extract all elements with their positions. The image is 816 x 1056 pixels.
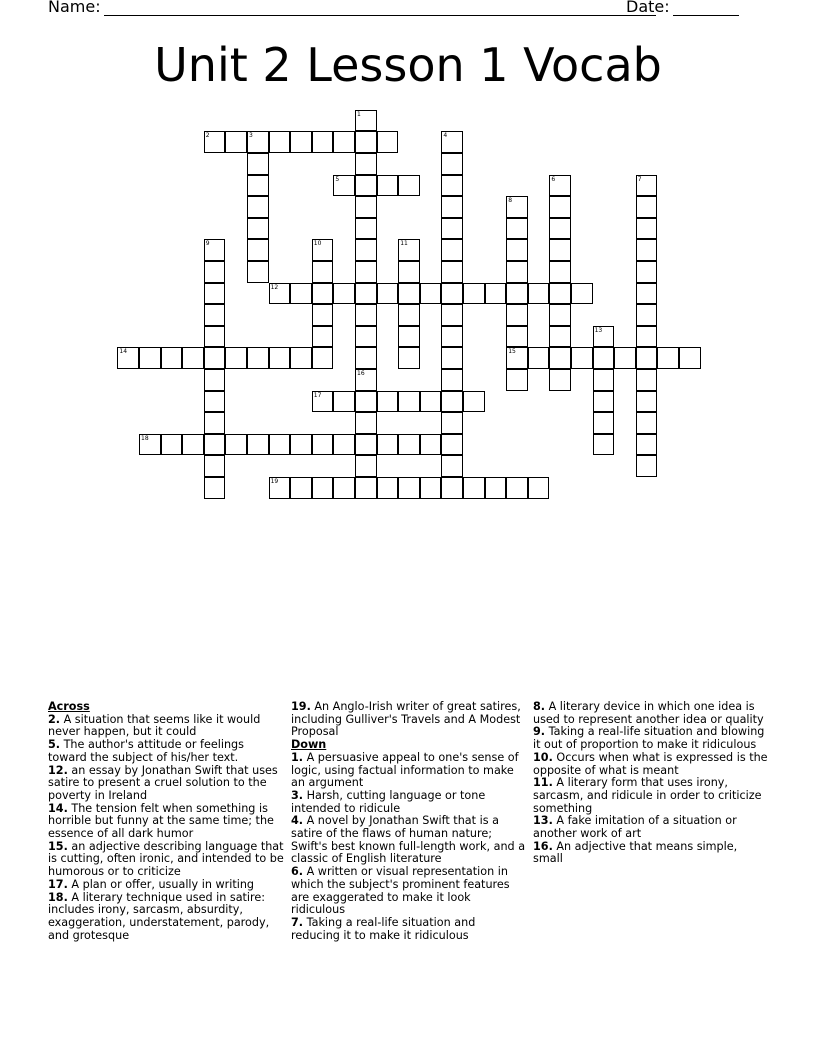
grid-cell[interactable] — [549, 196, 571, 218]
clue-number: 18 — [141, 434, 149, 442]
grid-cell[interactable] — [333, 175, 355, 197]
grid-cell[interactable] — [636, 434, 658, 456]
clue-item-text: Occurs when what is expressed is the opposite of what is meant — [533, 750, 768, 777]
grid-cell[interactable] — [441, 347, 463, 369]
clue-item-number: 14. — [48, 801, 68, 815]
clue-item — [533, 752, 769, 777]
grid-cell[interactable] — [506, 196, 528, 218]
grid-cell[interactable] — [377, 131, 399, 153]
grid-cell[interactable] — [204, 369, 226, 391]
clue-number: 5 — [335, 175, 340, 183]
grid-cell[interactable] — [549, 239, 571, 261]
grid-cell[interactable] — [290, 283, 312, 305]
grid-cell[interactable] — [614, 347, 636, 369]
grid-cell[interactable] — [333, 477, 355, 499]
grid-cell[interactable] — [355, 304, 377, 326]
grid-cell[interactable] — [377, 283, 399, 305]
grid-cell[interactable] — [269, 283, 291, 305]
clue-number: 11 — [400, 240, 408, 248]
grid-cell[interactable] — [269, 347, 291, 369]
grid-cell[interactable] — [420, 283, 442, 305]
clue-item-number: 17. — [48, 877, 68, 891]
clue-item-number: 18. — [48, 890, 68, 904]
grid-cell[interactable] — [247, 196, 269, 218]
grid-cell[interactable] — [420, 391, 442, 413]
across-clue-list-cont — [291, 701, 527, 739]
grid-cell[interactable] — [312, 261, 334, 283]
grid-cell[interactable] — [398, 326, 420, 348]
grid-cell[interactable] — [549, 326, 571, 348]
grid-cell[interactable] — [225, 131, 247, 153]
clue-item-text: A literary technique used in satire: includes irony, sarcasm, absurdity, exaggeration, understatement, parody, and grotesque — [48, 890, 270, 942]
clue-item-number: 16. — [533, 839, 553, 853]
grid-cell[interactable] — [247, 239, 269, 261]
clue-item-number: 15. — [48, 839, 68, 853]
clue-item — [291, 866, 527, 917]
grid-cell[interactable] — [312, 391, 334, 413]
grid-cell[interactable] — [312, 131, 334, 153]
down-clue-list — [291, 752, 527, 943]
grid-cell[interactable] — [636, 283, 658, 305]
grid-cell[interactable] — [441, 196, 463, 218]
clue-item-text: A written or visual representation in which the subject's prominent features are exaggerated to make it look ridiculous — [291, 865, 510, 917]
grid-cell[interactable] — [441, 369, 463, 391]
clue-item-number: 19. — [291, 700, 311, 713]
grid-cell[interactable] — [506, 261, 528, 283]
grid-cell[interactable] — [549, 261, 571, 283]
grid-cell[interactable] — [506, 369, 528, 391]
name-label: Name: — [48, 0, 101, 16]
grid-cell[interactable] — [312, 434, 334, 456]
grid-cell[interactable] — [571, 347, 593, 369]
grid-cell[interactable] — [377, 391, 399, 413]
grid-cell[interactable] — [441, 455, 463, 477]
grid-cell[interactable] — [549, 218, 571, 240]
grid-cell[interactable] — [355, 110, 377, 132]
clue-item-text: An Anglo-Irish writer of great satires, including Gulliver's Travels and A Modest Proposal — [291, 700, 521, 739]
grid-cell[interactable] — [636, 304, 658, 326]
grid-cell[interactable] — [312, 239, 334, 261]
grid-cell[interactable] — [204, 326, 226, 348]
grid-cell[interactable] — [593, 434, 615, 456]
clue-number: 14 — [119, 348, 128, 356]
clue-item — [291, 701, 527, 739]
grid-cell[interactable] — [549, 304, 571, 326]
grid-cell[interactable] — [398, 261, 420, 283]
clue-item-number: 10. — [533, 750, 553, 764]
grid-cell[interactable] — [139, 434, 161, 456]
grid-cell[interactable] — [506, 304, 528, 326]
grid-cell[interactable] — [355, 369, 377, 391]
grid-cell[interactable] — [463, 477, 485, 499]
grid-cell[interactable] — [312, 326, 334, 348]
grid-cell[interactable] — [247, 153, 269, 175]
clue-item — [533, 841, 769, 866]
clue-number: 3 — [249, 132, 253, 140]
clue-item-text: A situation that seems like it would never happen, but it could — [48, 712, 261, 739]
clue-item — [533, 701, 769, 726]
grid-cell[interactable] — [355, 326, 377, 348]
grid-cell[interactable] — [139, 347, 161, 369]
grid-cell[interactable] — [377, 175, 399, 197]
across-clue-list — [48, 714, 284, 943]
grid-cell[interactable] — [398, 175, 420, 197]
grid-cell[interactable] — [636, 391, 658, 413]
grid-cell[interactable] — [355, 412, 377, 434]
clue-column-2 — [291, 701, 527, 942]
grid-cell[interactable] — [485, 283, 507, 305]
clue-item-number: 5. — [48, 738, 61, 752]
clue-number: 19 — [270, 478, 279, 485]
clue-item-text: The tension felt when something is horrible but funny at the same time; the essence of all dark humor — [48, 801, 274, 841]
grid-cell[interactable] — [355, 196, 377, 218]
clue-item-text: Taking a real-life situation and reducing it to make it ridiculous — [291, 915, 476, 942]
grid-cell[interactable] — [117, 347, 139, 369]
grid-cell[interactable] — [333, 131, 355, 153]
grid-cell[interactable] — [225, 434, 247, 456]
grid-cell[interactable] — [290, 434, 312, 456]
grid-cell[interactable] — [420, 477, 442, 499]
grid-cell[interactable] — [441, 175, 463, 197]
clue-item-number: 9. — [533, 725, 546, 739]
clue-column-1 — [48, 701, 284, 942]
grid-cell[interactable] — [593, 412, 615, 434]
clue-number: 6 — [551, 175, 556, 183]
grid-cell[interactable] — [247, 218, 269, 240]
clue-number: 7 — [637, 175, 642, 183]
grid-cell[interactable] — [312, 283, 334, 305]
grid-cell[interactable] — [679, 347, 701, 369]
clue-item — [48, 803, 284, 841]
across-heading: Across — [48, 700, 90, 713]
grid-cell[interactable] — [333, 283, 355, 305]
grid-cell[interactable] — [355, 283, 377, 305]
clue-item — [48, 841, 284, 879]
clue-number: 12 — [270, 283, 279, 291]
clue-item — [291, 752, 527, 790]
grid-cell[interactable] — [312, 347, 334, 369]
clue-item-text: A literary form that uses irony, sarcasm, and ridicule in order to criticize something — [533, 776, 762, 815]
clue-item-text: A literary device in which one idea is used to represent another idea or quality — [533, 700, 764, 726]
grid-cell[interactable] — [355, 434, 377, 456]
clue-number: 10 — [313, 240, 322, 248]
clue-number: 17 — [313, 391, 322, 399]
grid-cell[interactable] — [247, 261, 269, 283]
grid-cell[interactable] — [377, 477, 399, 499]
clue-item-number: 13. — [533, 814, 553, 828]
grid-cell[interactable] — [225, 347, 247, 369]
grid-cell[interactable] — [204, 412, 226, 434]
grid-cell[interactable] — [398, 304, 420, 326]
grid-cell[interactable] — [549, 175, 571, 197]
grid-cell[interactable] — [593, 326, 615, 348]
grid-cell[interactable] — [441, 477, 463, 499]
clue-item-text: A persuasive appeal to one's sense of logic, using factual information to make an argument — [291, 750, 519, 790]
grid-cell[interactable] — [355, 261, 377, 283]
grid-cell[interactable] — [355, 239, 377, 261]
grid-cell[interactable] — [312, 304, 334, 326]
clue-item-number: 1. — [291, 750, 304, 764]
grid-cell[interactable] — [204, 347, 226, 369]
grid-cell[interactable] — [398, 434, 420, 456]
clue-item-text: Taking a real-life situation and blowing it out of proportion to make it ridiculous — [533, 725, 765, 752]
clue-item-number: 11. — [533, 776, 553, 790]
grid-cell[interactable] — [420, 434, 442, 456]
grid-cell[interactable] — [355, 391, 377, 413]
grid-cell[interactable] — [506, 477, 528, 499]
grid-cell[interactable] — [161, 347, 183, 369]
grid-cell[interactable] — [636, 369, 658, 391]
grid-cell[interactable] — [485, 477, 507, 499]
grid-cell[interactable] — [549, 347, 571, 369]
grid-cell[interactable] — [657, 347, 679, 369]
grid-cell[interactable] — [441, 239, 463, 261]
clue-item — [48, 714, 284, 739]
clue-number: 2 — [205, 132, 210, 140]
crossword-grid — [0, 0, 816, 520]
grid-cell[interactable] — [333, 391, 355, 413]
grid-cell[interactable] — [636, 347, 658, 369]
clue-item — [48, 739, 284, 764]
grid-cell[interactable] — [636, 326, 658, 348]
grid-cell[interactable] — [441, 131, 463, 153]
grid-cell[interactable] — [528, 347, 550, 369]
grid-cell[interactable] — [636, 218, 658, 240]
down-clue-list-cont — [533, 701, 769, 866]
grid-cell[interactable] — [441, 434, 463, 456]
grid-cell[interactable] — [463, 391, 485, 413]
clue-number: 8 — [508, 197, 513, 205]
grid-cell[interactable] — [441, 412, 463, 434]
grid-cell[interactable] — [636, 239, 658, 261]
grid-cell[interactable] — [355, 153, 377, 175]
down-heading: Down — [291, 738, 327, 752]
grid-cell[interactable] — [636, 455, 658, 477]
clue-item — [533, 777, 769, 815]
grid-cell[interactable] — [290, 131, 312, 153]
grid-cell[interactable] — [398, 477, 420, 499]
grid-cell[interactable] — [441, 283, 463, 305]
grid-cell[interactable] — [269, 131, 291, 153]
grid-cell[interactable] — [549, 369, 571, 391]
grid-cell[interactable] — [636, 196, 658, 218]
grid-cell[interactable] — [528, 477, 550, 499]
grid-cell[interactable] — [247, 131, 269, 153]
clue-item-text: A plan or offer, usually in writing — [67, 877, 255, 891]
grid-cell[interactable] — [593, 391, 615, 413]
grid-cell[interactable] — [506, 239, 528, 261]
clue-item-text: A fake imitation of a situation or another work of art — [533, 814, 737, 841]
grid-cell[interactable] — [506, 347, 528, 369]
grid-cell[interactable] — [204, 455, 226, 477]
clue-item-number: 6. — [291, 865, 304, 879]
grid-cell[interactable] — [441, 391, 463, 413]
grid-cell[interactable] — [593, 369, 615, 391]
grid-cell[interactable] — [398, 391, 420, 413]
clue-item — [48, 765, 284, 803]
clue-item — [533, 815, 769, 840]
clue-item-text: The author's attitude or feelings toward the subject of his/her text. — [48, 738, 244, 764]
clue-number: 9 — [205, 240, 210, 248]
clue-item — [291, 815, 527, 866]
clue-item-number: 7. — [291, 915, 304, 929]
grid-cell[interactable] — [506, 283, 528, 305]
date-label: Date: — [626, 0, 670, 16]
clue-number: 16 — [357, 370, 365, 377]
grid-cell[interactable] — [290, 347, 312, 369]
grid-cell[interactable] — [247, 347, 269, 369]
grid-cell[interactable] — [269, 477, 291, 499]
grid-cell[interactable] — [204, 391, 226, 413]
clue-number: 13 — [594, 326, 603, 334]
clue-item-number: 4. — [291, 814, 304, 828]
grid-cell[interactable] — [182, 347, 204, 369]
grid-cell[interactable] — [204, 434, 226, 456]
grid-cell[interactable] — [571, 283, 593, 305]
grid-cell[interactable] — [355, 347, 377, 369]
grid-cell[interactable] — [506, 218, 528, 240]
clue-item-number: 12. — [48, 763, 68, 777]
grid-cell[interactable] — [204, 131, 226, 153]
clue-item-text: An adjective that means simple, small — [533, 839, 738, 866]
grid-cell[interactable] — [398, 239, 420, 261]
clue-item-text: Harsh, cutting language or tone intended to ridicule — [291, 788, 486, 815]
grid-cell[interactable] — [312, 477, 334, 499]
clue-item-text: an essay by Jonathan Swift that uses satire to present a cruel solution to the poverty in Ireland — [48, 763, 278, 802]
clue-column-3 — [533, 701, 769, 866]
grid-cell[interactable] — [441, 261, 463, 283]
grid-cell[interactable] — [290, 477, 312, 499]
grid-cell[interactable] — [441, 304, 463, 326]
grid-cell[interactable] — [398, 283, 420, 305]
grid-cell[interactable] — [636, 261, 658, 283]
clue-item-text: A novel by Jonathan Swift that is a satire of the flaws of human nature; Swift's best known full-length work, and a classic of English literature — [291, 814, 526, 866]
clue-number: 1 — [357, 110, 361, 118]
grid-cell[interactable] — [528, 283, 550, 305]
grid-cell[interactable] — [204, 283, 226, 305]
grid-cell[interactable] — [441, 218, 463, 240]
grid-cell[interactable] — [441, 326, 463, 348]
clue-item — [291, 917, 527, 942]
grid-cell[interactable] — [593, 347, 615, 369]
clue-item — [291, 790, 527, 815]
grid-cell[interactable] — [204, 239, 226, 261]
clue-item-number: 2. — [48, 712, 61, 726]
grid-cell[interactable] — [355, 477, 377, 499]
grid-cell[interactable] — [636, 175, 658, 197]
clue-item — [48, 892, 284, 943]
grid-cell[interactable] — [398, 347, 420, 369]
clue-item-number: 8. — [533, 700, 546, 713]
grid-cell[interactable] — [247, 175, 269, 197]
grid-cell[interactable] — [204, 477, 226, 499]
clue-item — [533, 726, 769, 751]
page-title: Unit 2 Lesson 1 Vocab — [154, 38, 662, 92]
grid-cell[interactable] — [247, 434, 269, 456]
grid-cell[interactable] — [333, 434, 355, 456]
clue-item-text: an adjective describing language that is cutting, often ironic, and intended to be humorous or to criticize — [48, 839, 284, 879]
grid-cell[interactable] — [182, 434, 204, 456]
grid-cell[interactable] — [441, 153, 463, 175]
clue-item-number: 3. — [291, 788, 304, 802]
clue-number: 4 — [443, 132, 448, 140]
clue-number: 15 — [508, 348, 516, 356]
grid-cell[interactable] — [204, 261, 226, 283]
grid-cell[interactable] — [636, 412, 658, 434]
grid-cell[interactable] — [355, 218, 377, 240]
grid-cell[interactable] — [355, 175, 377, 197]
grid-cell[interactable] — [355, 455, 377, 477]
grid-cell[interactable] — [355, 131, 377, 153]
grid-cell[interactable] — [377, 434, 399, 456]
grid-cell[interactable] — [161, 434, 183, 456]
grid-cell[interactable] — [204, 304, 226, 326]
grid-cell[interactable] — [506, 326, 528, 348]
grid-cell[interactable] — [269, 434, 291, 456]
grid-cell[interactable] — [549, 283, 571, 305]
grid-cell[interactable] — [463, 283, 485, 305]
